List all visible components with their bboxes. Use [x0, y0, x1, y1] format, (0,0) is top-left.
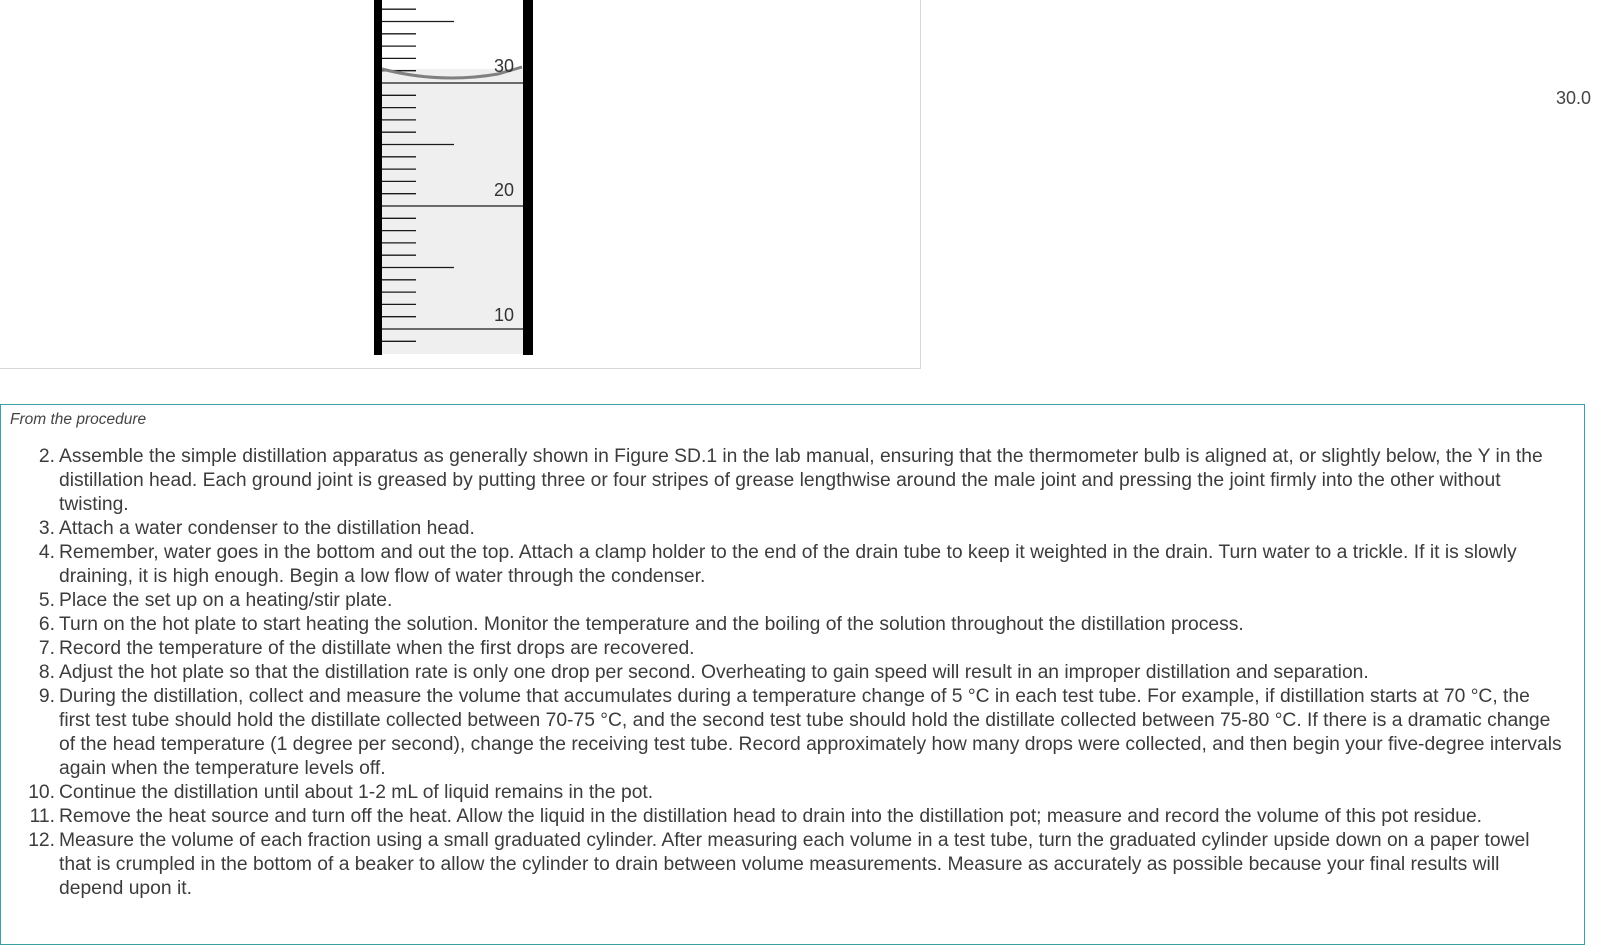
procedure-step	[28, 781, 1564, 805]
step-text: Continue the distillation until about 1-2 mL of liquid remains in the pot.	[59, 782, 654, 803]
step-number: 2.	[38, 446, 55, 467]
step-text: Assemble the simple distillation apparatus as generally shown in Figure SD.1 in the lab manual, ensuring that the thermometer bulb is aligned at, or slightly below, the Y in the distillation head. Each ground joint is greased by putting three or four stripes of grease lengthwise around the male joint and pressing the joint firmly into the other without twisting.	[59, 446, 1543, 515]
step-number: 7.	[38, 638, 55, 659]
procedure-step	[38, 613, 1564, 637]
volume-reading: 30.0	[1555, 88, 1591, 108]
step-text: Measure the volume of each fraction using a small graduated cylinder. After measuring each volume in a test tube, turn the graduated cylinder upside down on a paper towel that is crumpled in the bottom of a beaker to allow the cylinder to drain between volume measurements. Measure as accurately as possible because your final results will depend upon it.	[59, 830, 1530, 899]
step-number: 9.	[38, 686, 55, 707]
graduated-cylinder-drawing	[0, 0, 921, 369]
procedure-step	[28, 829, 1564, 901]
step-text: Adjust the hot plate so that the distillation rate is only one drop per second. Overheating to gain speed will result in an improper distillation and separation.	[59, 662, 1369, 683]
step-number: 3.	[38, 518, 55, 539]
step-text: Place the set up on a heating/stir plate.	[59, 590, 393, 611]
step-text: Turn on the hot plate to start heating the solution. Monitor the temperature and the boiling of the solution throughout the distillation process.	[59, 614, 1244, 635]
step-text: Record the temperature of the distillate when the first drops are recovered.	[59, 638, 695, 659]
procedure-step	[38, 541, 1564, 589]
cylinder-right-wall	[523, 0, 533, 355]
step-number: 12.	[28, 830, 55, 851]
procedure-panel	[0, 404, 1585, 945]
step-number: 8.	[38, 662, 55, 683]
step-text: During the distillation, collect and measure the volume that accumulates during a temperature change of 5 °C in each test tube. For example, if distillation starts at 70 °C, the first test tube should hold the distillate collected between 70-75 °C, and the second test tube should hold the distillate collected between 75-80 °C. If there is a dramatic change of the head temperature (1 degree per second), change the receiving test tube. Record approximately how many drops were collected, and then begin your five-degree intervals again when the temperature levels off.	[59, 686, 1562, 779]
step-number: 10.	[28, 782, 55, 803]
step-text: Remove the heat source and turn off the heat. Allow the liquid in the distillation head to drain into the distillation pot; measure and record the volume of this pot residue.	[59, 806, 1483, 827]
procedure-step	[38, 445, 1564, 517]
procedure-caption: From the procedure	[10, 411, 147, 428]
scale-label-20: 20	[494, 180, 515, 200]
step-number: 5.	[38, 590, 55, 611]
graduated-cylinder-figure	[0, 0, 921, 369]
procedure-steps	[28, 445, 1564, 901]
procedure-step	[38, 637, 1564, 661]
step-text: Attach a water condenser to the distillation head.	[59, 518, 475, 539]
procedure-step	[29, 805, 1564, 829]
procedure-step	[38, 661, 1564, 685]
cylinder-left-wall	[374, 0, 382, 355]
scale-label-10: 10	[494, 305, 515, 325]
procedure-step	[38, 589, 1564, 613]
step-text: Remember, water goes in the bottom and out the top. Attach a clamp holder to the end of the drain tube to keep it weighted in the drain. Turn water to a trickle. If it is slowly draining, it is high enough. Begin a low flow of water through the condenser.	[59, 542, 1517, 587]
procedure-step	[38, 517, 1564, 541]
step-number: 6.	[38, 614, 55, 635]
step-number: 4.	[38, 542, 55, 563]
scale-label-30: 30	[494, 56, 515, 76]
procedure-step	[38, 685, 1564, 781]
step-number: 11.	[29, 806, 55, 827]
